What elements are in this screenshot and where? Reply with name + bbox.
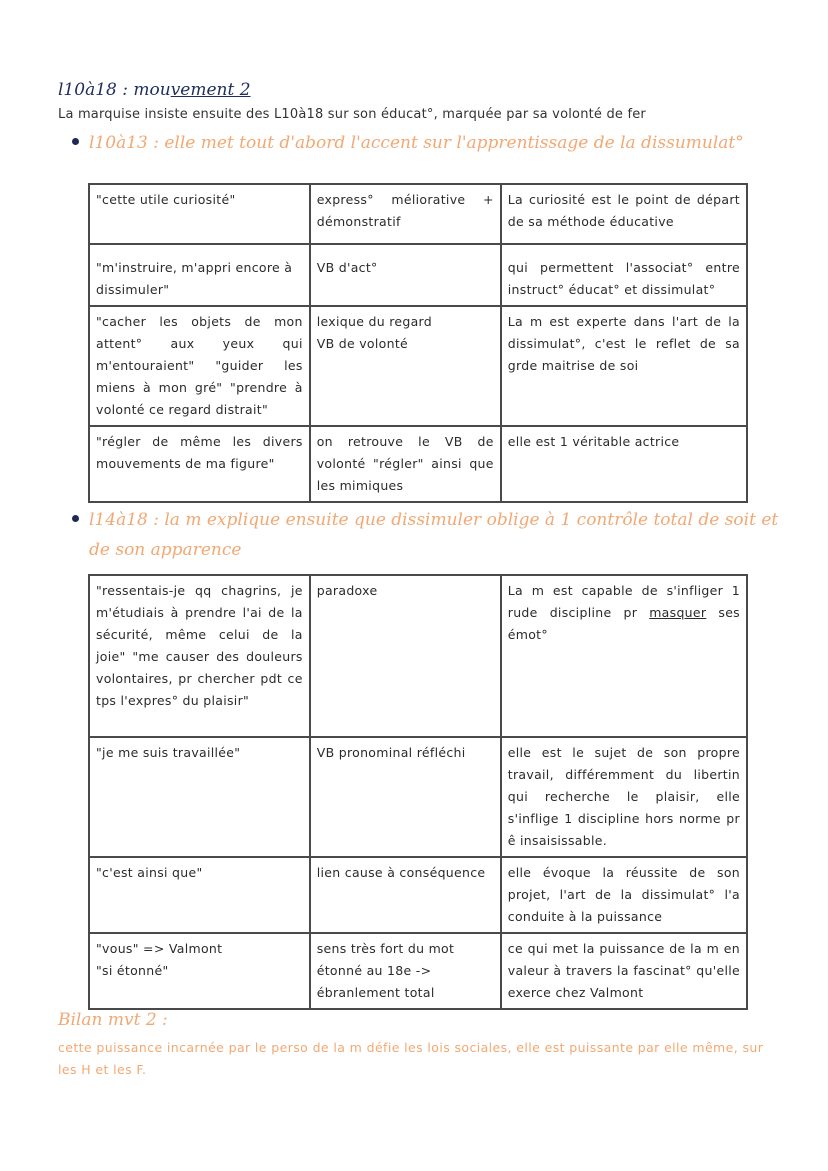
bullet-1-text: l10à13 : elle met tout d'abord l'accent sur l'apprentissage de la dissumulat°	[89, 133, 744, 153]
interpretation-text-end: ses émot°	[507, 605, 740, 642]
quote-cell: "c'est ainsi que"	[89, 857, 310, 933]
table-row	[89, 575, 747, 737]
quote-cell: "vous" => Valmont "si étonné"	[89, 933, 310, 1009]
procede-cell: paradoxe	[310, 575, 501, 737]
table-row	[89, 426, 747, 502]
table-row	[89, 244, 747, 306]
bullet-point-2	[72, 505, 782, 565]
procede-cell: on retrouve le VB de volonté "régler" ainsi que les mimiques	[310, 426, 501, 502]
bullet-2-line-2: de son apparence	[89, 540, 242, 560]
bullet-dot-icon	[72, 138, 79, 145]
section-heading-prefix: l10à18 : mou	[58, 80, 171, 100]
procede-cell: VB d'act°	[310, 244, 501, 306]
bilan-title: Bilan mvt 2 :	[58, 1010, 168, 1030]
table-row	[89, 306, 747, 426]
interpretation-cell: ce qui met la puissance de la m en valeur à travers la fascinat° qu'elle exerce chez Valmont	[501, 933, 747, 1009]
analysis-table-2	[88, 574, 748, 1010]
bullet-2-line-1: l14à18 : la m explique ensuite que dissimuler oblige à 1 contrôle total de soit et	[89, 510, 779, 530]
analysis-table-1	[88, 183, 748, 503]
procede-cell: sens très fort du mot étonné au 18e -> ébranlement total	[310, 933, 501, 1009]
interpretation-cell: La curiosité est le point de départ de sa méthode éducative	[501, 184, 747, 244]
intro-text: La marquise insiste ensuite des L10à18 sur son éducat°, marquée par sa volonté de fer	[58, 107, 646, 122]
bullet-point-1	[72, 128, 782, 158]
interpretation-cell: qui permettent l'associat° entre instruct° éducat° et dissimulat°	[501, 244, 747, 306]
bilan-text: cette puissance incarnée par le perso de la m défie les lois sociales, elle est puissante par elle même, sur les H et les F.	[58, 1040, 764, 1077]
bullet-dot-icon	[72, 515, 79, 522]
interpretation-cell: elle évoque la réussite de son projet, l'art de la dissimulat° l'a conduite à la puissance	[501, 857, 747, 933]
procede-cell: lexique du regard VB de volonté	[310, 306, 501, 426]
quote-cell: "m'instruire, m'appri encore à dissimuler"	[89, 244, 310, 306]
procede-cell: VB pronominal réfléchi	[310, 737, 501, 857]
table-row	[89, 933, 747, 1009]
table-row	[89, 184, 747, 244]
interpretation-text: La m est capable de s'infliger 1 rude discipline pr	[507, 583, 740, 620]
table-row	[89, 737, 747, 857]
quote-cell: "ressentais-je qq chagrins, je m'étudiais à prendre l'ai de la sécurité, même celui de la joie" "me causer des douleurs volontaires, pr chercher pdt ce tps l'expres° du plaisir"	[89, 575, 310, 737]
quote-cell: "cacher les objets de mon attent° aux yeux qui m'entouraient" "guider les miens à mon gré" "prendre à volonté ce regard distrait"	[89, 306, 310, 426]
procede-cell: lien cause à conséquence	[310, 857, 501, 933]
interpretation-cell	[501, 575, 747, 737]
quote-cell: "je me suis travaillée"	[89, 737, 310, 857]
interpretation-cell: elle est le sujet de son propre travail, différemment du libertin qui recherche le plaisir, elle s'inflige 1 discipline hors norme pr ê insaisissable.	[501, 737, 747, 857]
interpretation-cell: elle est 1 véritable actrice	[501, 426, 747, 502]
interpretation-underlined: masquer	[649, 605, 707, 620]
quote-cell: "cette utile curiosité"	[89, 184, 310, 244]
interpretation-cell: La m est experte dans l'art de la dissimulat°, c'est le reflet de sa grde maitrise de soi	[501, 306, 747, 426]
procede-cell: express° méliorative + démonstratif	[310, 184, 501, 244]
table-row	[89, 857, 747, 933]
section-heading-underlined: vement 2	[170, 80, 251, 100]
section-heading	[58, 80, 251, 100]
quote-cell: "régler de même les divers mouvements de ma figure"	[89, 426, 310, 502]
